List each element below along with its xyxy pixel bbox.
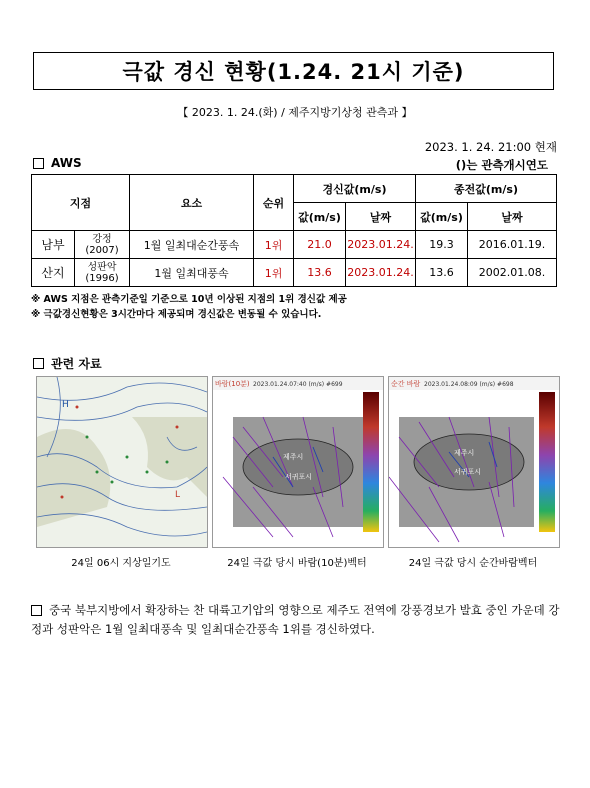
header-old-date: 날짜	[468, 203, 557, 231]
station-name: 강정	[92, 233, 112, 245]
station-year: (2007)	[85, 244, 119, 256]
checkbox-icon	[31, 605, 42, 616]
map-label-seogwipo: 서귀포시	[285, 473, 313, 481]
row-old-date: 2002.01.08.	[468, 259, 557, 287]
map-label-jeju: 제주시	[283, 453, 304, 461]
map-header-sub: 2023.01.24.08:09 (m/s) #698	[424, 381, 514, 388]
row-old-value: 19.3	[416, 231, 468, 259]
summary-paragraph	[31, 601, 561, 639]
aws-section-label: AWS	[51, 156, 82, 170]
aws-table	[31, 174, 557, 287]
station-year: (1996)	[85, 272, 119, 284]
map-header: 바람(10분)	[215, 380, 250, 388]
header-old-val: 값(m/s)	[416, 203, 468, 231]
row-region: 남부	[32, 231, 75, 259]
row-new-value: 13.6	[294, 259, 346, 287]
map-header: 순간 바람	[391, 380, 421, 388]
svg-text:L: L	[175, 490, 181, 500]
header-rank: 순위	[254, 175, 294, 231]
row-station	[75, 231, 130, 259]
page-title	[33, 52, 554, 90]
summary-text: 중국 북부지방에서 확장하는 찬 대륙고기압의 영향으로 제주도 전역에 강풍경보가 발효 중인 가운데 강정과 성판악은 1월 일최대풍속 및 일최대순간풍속 1위를 경신하였다.	[31, 603, 560, 636]
related-section-heading	[33, 355, 102, 372]
header-new-date: 날짜	[346, 203, 416, 231]
row-region: 산지	[32, 259, 75, 287]
image-caption: 24일 06시 지상일기도	[71, 558, 171, 569]
aws-section-heading	[33, 156, 82, 170]
header-station: 지점	[32, 175, 130, 231]
svg-text:H: H	[62, 400, 69, 410]
checkbox-icon	[33, 158, 44, 169]
header-new-value: 경신값(m/s)	[294, 175, 416, 203]
title-text: 극값 경신 현황(1.24. 21시 기준)	[122, 60, 465, 84]
table-row	[32, 231, 557, 259]
map-label-jeju: 제주시	[454, 449, 475, 457]
header-old-value: 종전값(m/s)	[416, 175, 557, 203]
header-element: 요소	[130, 175, 254, 231]
note-item: ※ 극값경신현황은 3시간마다 제공되며 경신값은 변동될 수 있습니다.	[31, 309, 322, 320]
instant-wind-vector-graphic	[389, 377, 559, 547]
note-item: ※ AWS 지점은 관측기준일 기준으로 10년 이상된 지점의 1위 경신값 제공	[31, 294, 347, 305]
row-old-value: 13.6	[416, 259, 468, 287]
subtitle: 【 2023. 1. 24.(화) / 제주지방기상청 관측과 】	[177, 106, 413, 119]
image-caption: 24일 극값 당시 순간바람벡터	[408, 558, 538, 569]
map-header-sub: 2023.01.24.07:40 (m/s) #699	[253, 381, 343, 388]
row-element: 1월 일최대풍속	[130, 259, 254, 287]
row-new-value: 21.0	[294, 231, 346, 259]
row-element: 1월 일최대순간풍속	[130, 231, 254, 259]
related-section-label: 관련 자료	[51, 357, 102, 371]
weather-map-graphic	[37, 377, 207, 547]
row-station	[75, 259, 130, 287]
wind-vector-graphic	[213, 377, 383, 547]
notes	[31, 292, 347, 322]
map-label-seogwipo: 서귀포시	[454, 468, 482, 476]
wind-vector-map-10min	[212, 376, 384, 548]
image-caption: 24일 극값 당시 바람(10분)벡터	[227, 558, 367, 569]
checkbox-icon	[33, 358, 44, 369]
row-new-date: 2023.01.24.	[346, 231, 416, 259]
paren-note: ()는 관측개시연도	[455, 158, 548, 172]
row-old-date: 2016.01.19.	[468, 231, 557, 259]
header-new-val: 값(m/s)	[294, 203, 346, 231]
row-rank: 1위	[254, 259, 294, 287]
station-name: 성판악	[87, 261, 117, 273]
row-rank: 1위	[254, 231, 294, 259]
table-row	[32, 259, 557, 287]
as-of-time: 2023. 1. 24. 21:00 현재	[424, 140, 557, 154]
row-new-date: 2023.01.24.	[346, 259, 416, 287]
surface-weather-map	[36, 376, 208, 548]
wind-vector-map-instant	[388, 376, 560, 548]
